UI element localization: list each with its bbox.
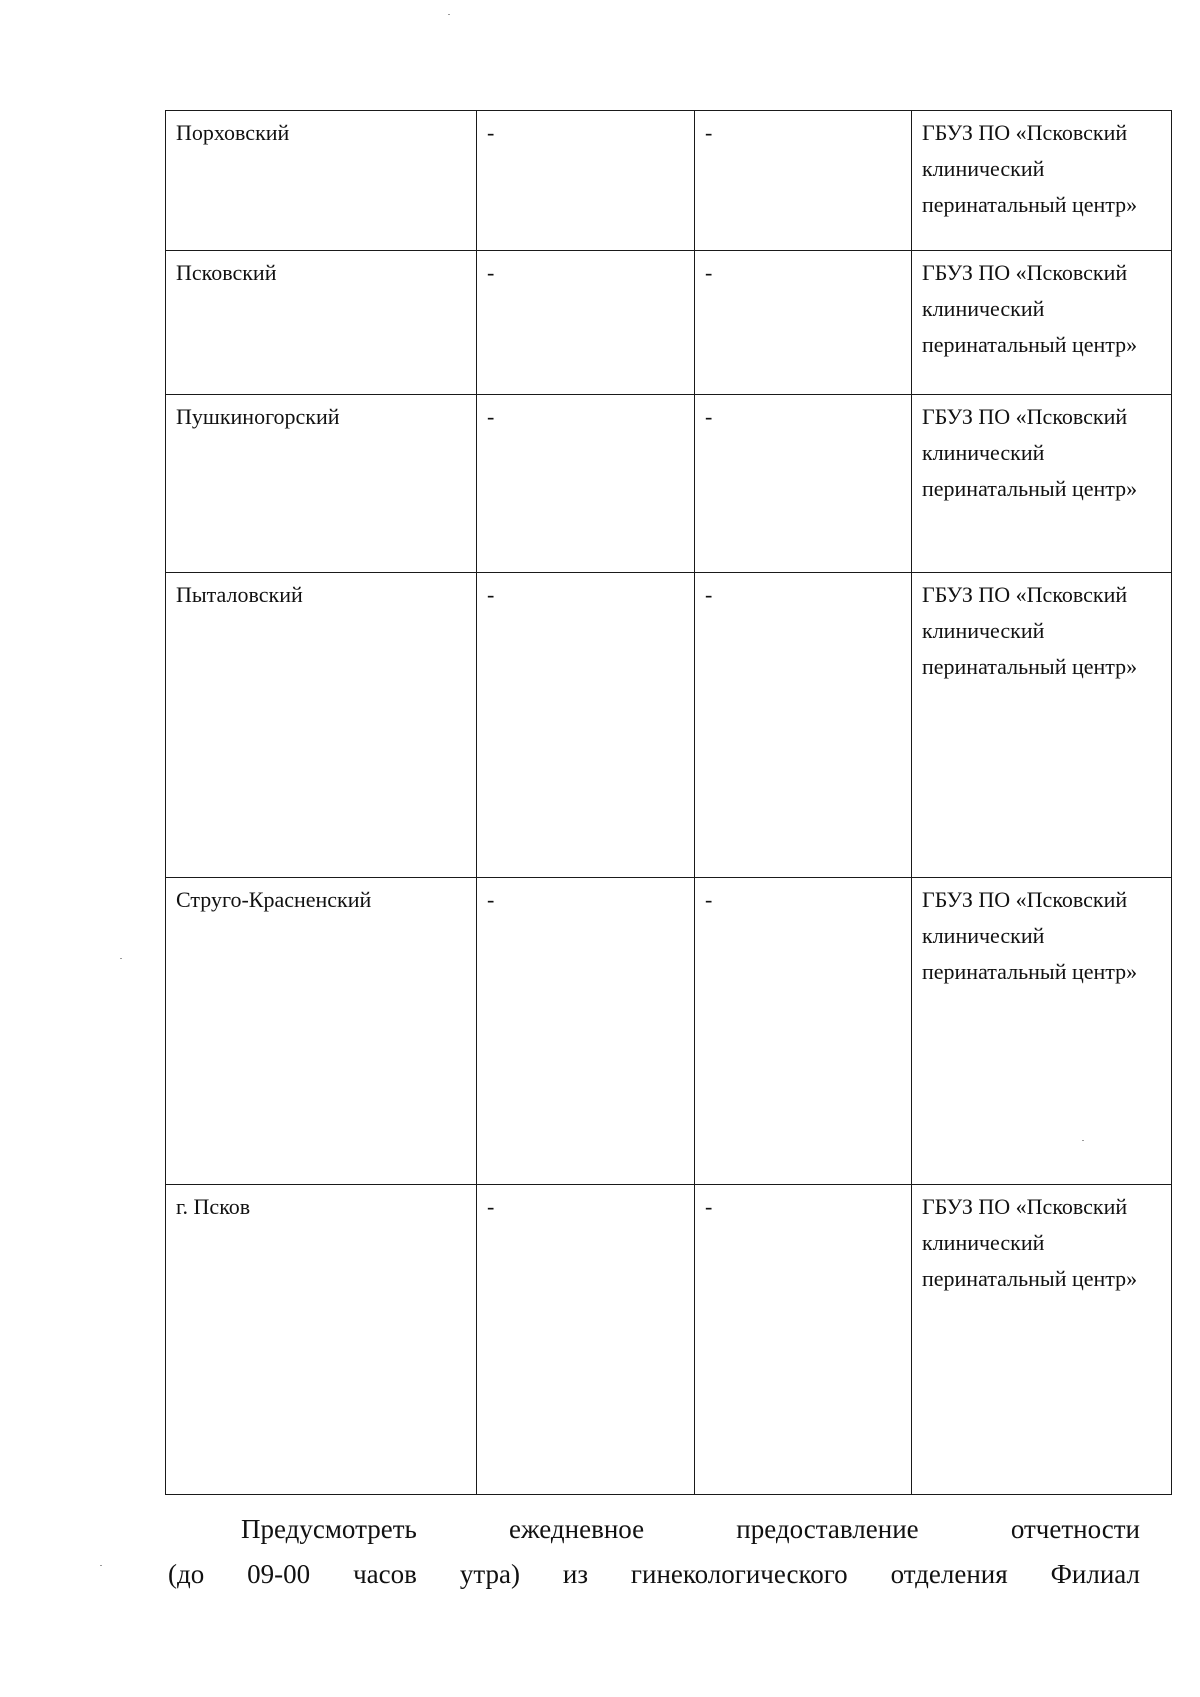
district-cell: Порховский (166, 111, 477, 251)
dash-cell: - (477, 573, 695, 878)
dash-cell: - (695, 878, 912, 1185)
institution-cell: ГБУЗ ПО «Псковский клинический перинатальный центр» (912, 573, 1172, 878)
dash-cell: - (695, 395, 912, 573)
scan-speck (120, 958, 122, 959)
dash-cell: - (477, 1185, 695, 1495)
district-cell: Пушкиногорский (166, 395, 477, 573)
dash-cell: - (695, 251, 912, 395)
institution-cell: ГБУЗ ПО «Псковский клинический перинатальный центр» (912, 1185, 1172, 1495)
institution-cell: ГБУЗ ПО «Псковский клинический перинатальный центр» (912, 111, 1172, 251)
institution-cell: ГБУЗ ПО «Псковский клинический перинатальный центр» (912, 395, 1172, 573)
dash-cell: - (695, 1185, 912, 1495)
district-cell: Струго-Красненский (166, 878, 477, 1185)
district-cell: Пыталовский (166, 573, 477, 878)
dash-cell: - (695, 573, 912, 878)
dash-cell: - (477, 111, 695, 251)
table-row (166, 251, 1172, 395)
dash-cell: - (477, 878, 695, 1185)
institution-cell: ГБУЗ ПО «Псковский клинический перинатальный центр» (912, 251, 1172, 395)
district-cell: г. Псков (166, 1185, 477, 1495)
district-cell: Псковский (166, 251, 477, 395)
scan-speck (100, 1565, 102, 1566)
table-row (166, 111, 1172, 251)
institution-cell: ГБУЗ ПО «Псковский клинический перинатальный центр» (912, 878, 1172, 1185)
paragraph-line-2: (до 09-00 часов утра) из гинекологического отделения Филиал (168, 1559, 1140, 1589)
dash-cell: - (477, 395, 695, 573)
table-row (166, 1185, 1172, 1495)
scan-speck (448, 14, 450, 15)
paragraph-line-1: Предусмотреть ежедневное предоставление отчетности (241, 1514, 1140, 1544)
table-row (166, 573, 1172, 878)
table-row (166, 878, 1172, 1185)
dash-cell: - (695, 111, 912, 251)
district-table (165, 110, 1172, 1495)
scan-speck (1082, 1140, 1084, 1141)
dash-cell: - (477, 251, 695, 395)
table-row (166, 395, 1172, 573)
